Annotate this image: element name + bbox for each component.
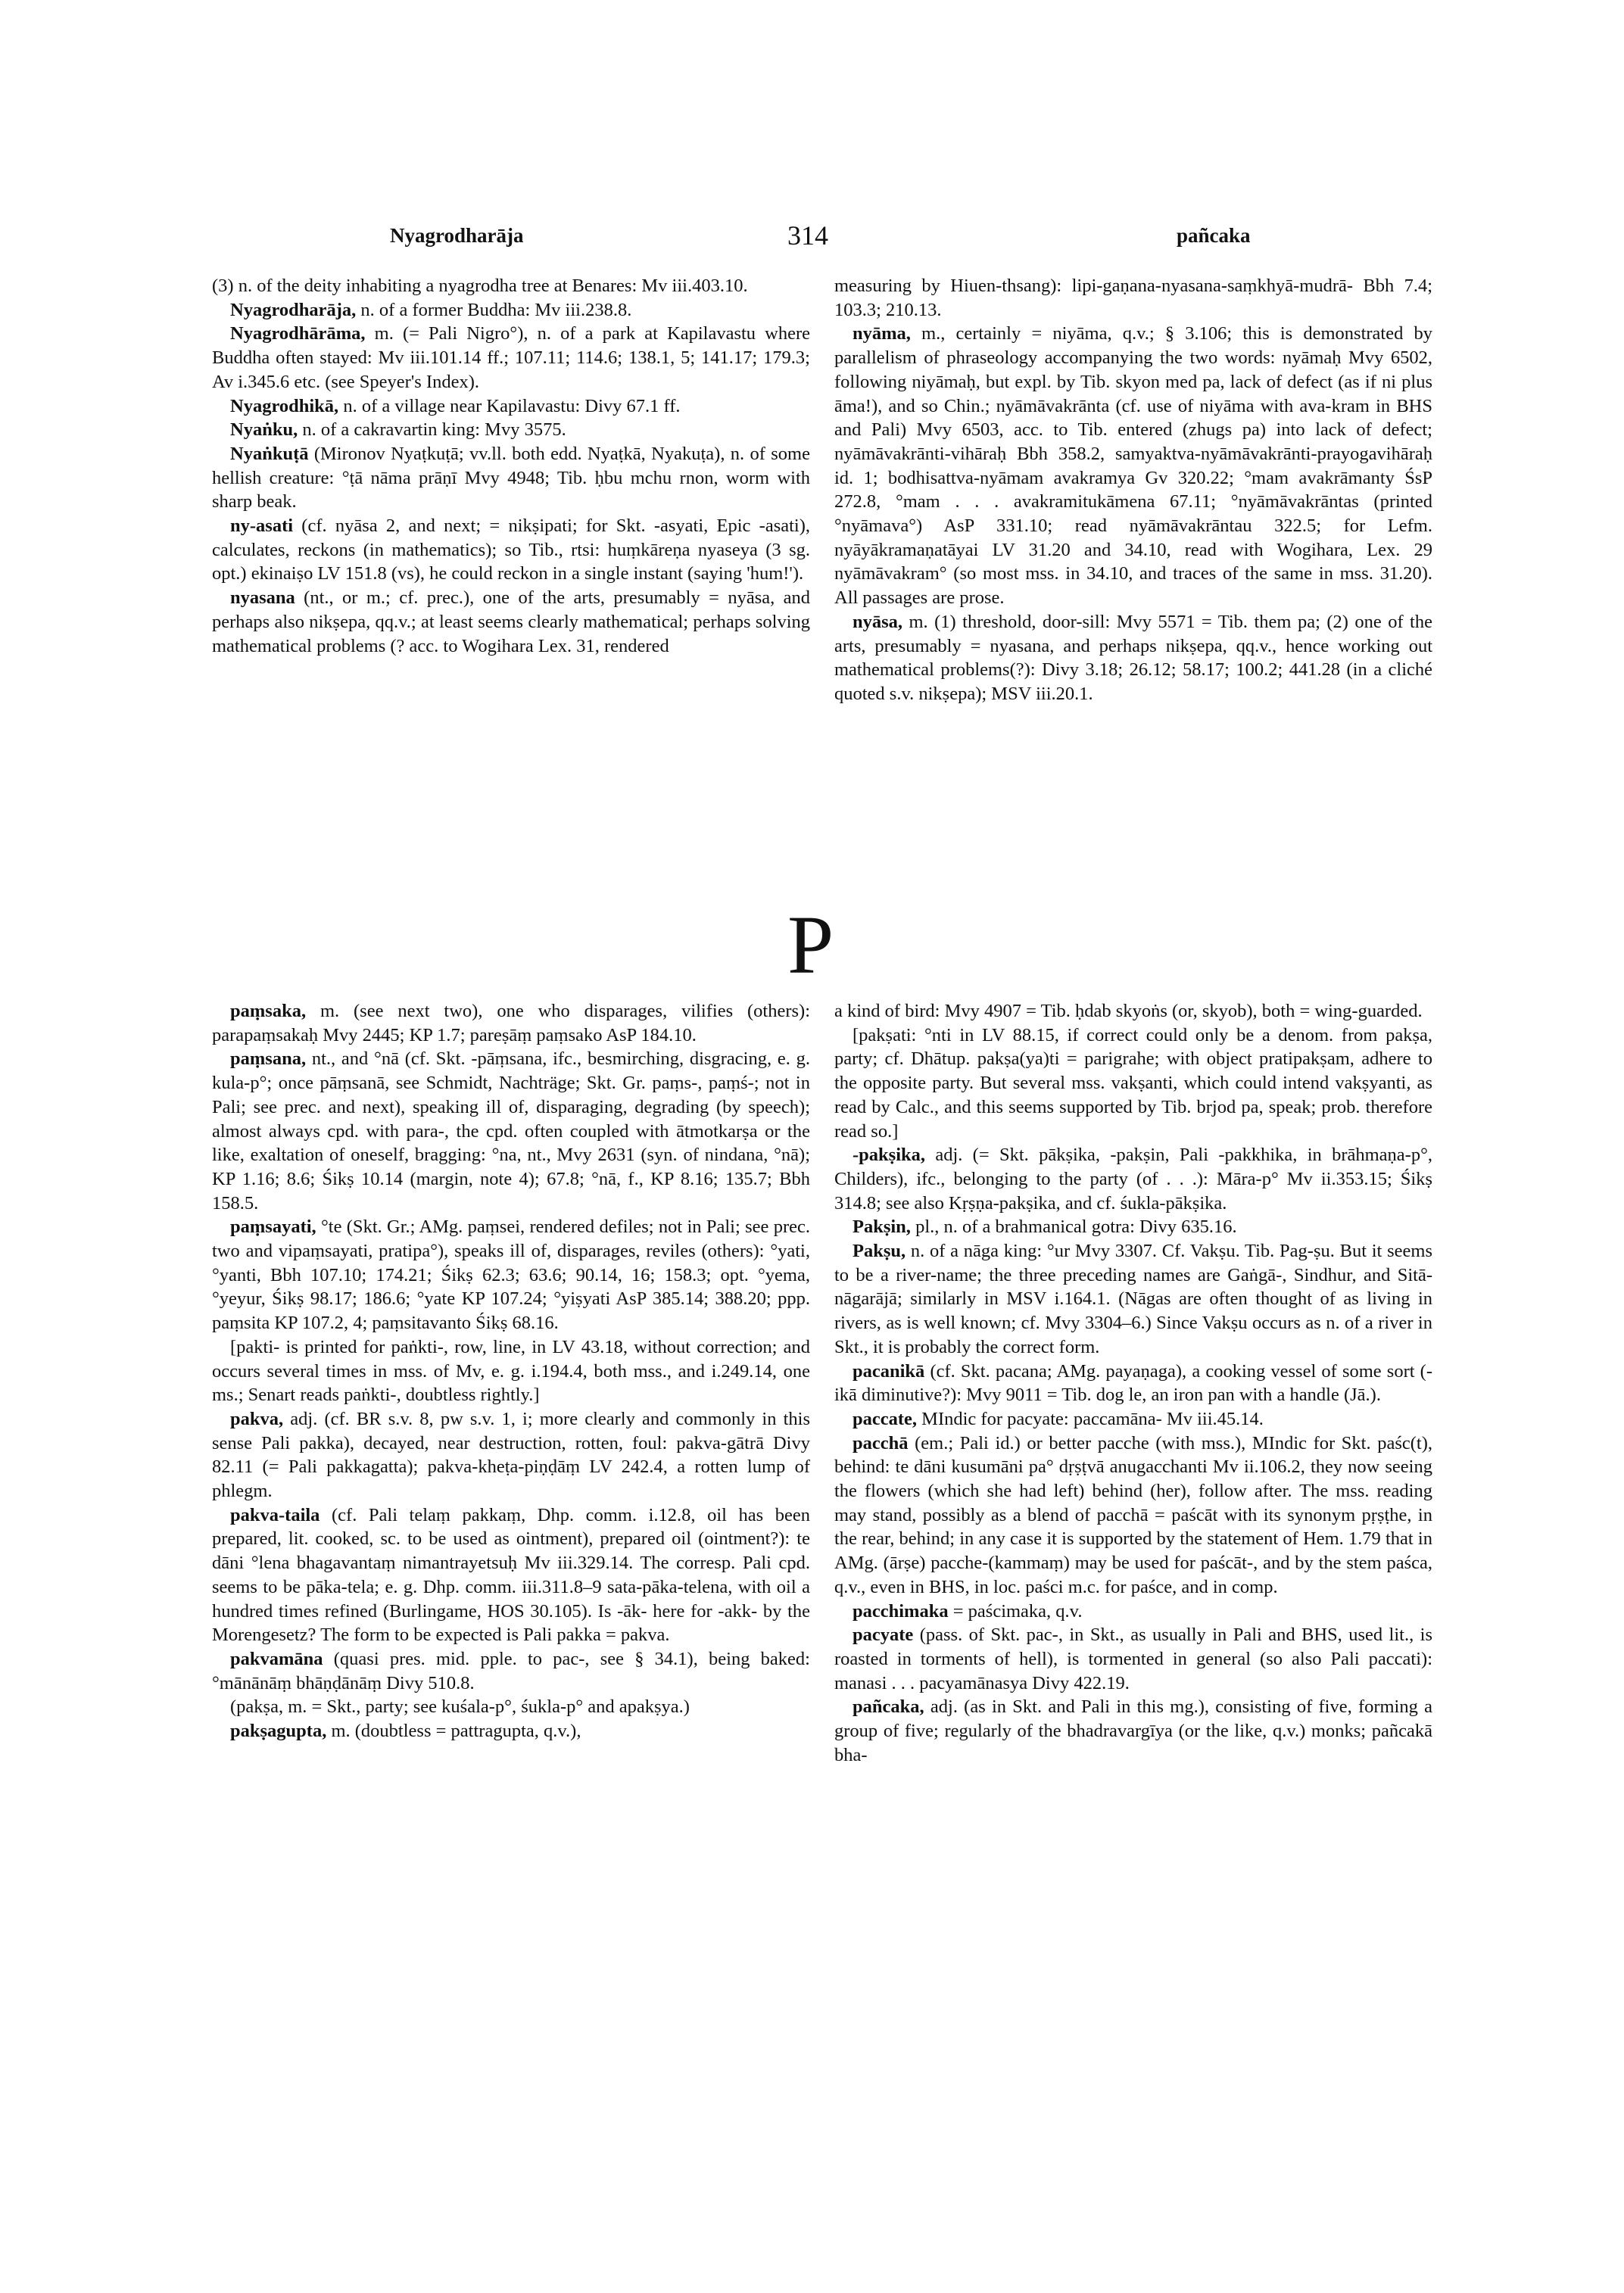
dictionary-entry [834,1143,1432,1215]
entry-headword: Nyaṅkuṭā [230,443,309,464]
entry-text: m., certainly = niyāma, q.v.; § 3.106; this is demonstrated by parallelism of phraseology accompanying the two words: nyāmaḥ Mvy 6502, following niyāmaḥ, but expl. by Tib. skyon med pa, lack of defect (as if ni plus āma!), and so Chin.; nyāmāvakrānta (cf. use of niyāma with ava-kram in BHS and Pali) Mvy 6503, acc. to Tib. entered (zhugs pa) into lack of defect; nyāmāvakrānti-vihāraḥ Bbh 358.2, samyaktva-nyāmāvakrānti-prayogavihāraḥ id. 1; bodhisattva-nyāmam avakramya Gv 320.22; °mam avakrāmanty ŚsP 272.8, °mam . . . avakramitukāmena 67.11; °nyāmāvakrāntas (printed °nyāmava°) AsP 331.10; read nyāmāvakrāntau 322.5; for Lefm. nyāyākramaṇatāyai LV 31.20 and 34.10, read with Wogihara, Lex. 29 nyāmāvakram° (so most mss. in 34.10, and traces of the same in mss. 31.20). All passages are prose. [834,323,1432,609]
entry-text: n. of a village near Kapilavastu: Divy 67.1 ff. [338,395,681,416]
column-bottom-left [212,999,810,1743]
dictionary-entry [212,394,810,419]
entry-text: (Mironov Nyaṭkuṭā; vv.ll. both edd. Nyaṭkā, Nyakuṭa), n. of some hellish creature: °ṭā nāma prāṇī Mvy 4948; Tib. ḥbu mchu rnon, worm with sharp beak. [212,443,810,512]
dictionary-entry [212,999,810,1047]
dictionary-entry [834,1239,1432,1360]
column-bottom-right [834,999,1432,1768]
entry-text: m. (1) threshold, door-sill: Mvy 5571 = Tib. them pa; (2) one of the arts, presumably = nyasana, and perhaps nikṣepa, qq.v., hence working out mathematical problems(?): Divy 3.18; 26.12; 58.17; 100.2; 441.28 (in a cliché quoted s.v. nikṣepa); MSV iii.20.1. [834,611,1432,704]
running-head-right: pañcaka [1177,224,1251,247]
entry-headword: Pakṣu, [853,1241,906,1262]
entry-text: a kind of bird: Mvy 4907 = Tib. ḥdab skyoṅs (or, skyob), both = wing-guarded. [834,1001,1423,1021]
entry-headword: Pakṣin, [853,1217,911,1238]
page-number: 314 [787,220,828,251]
entry-headword: paṃsayati, [230,1217,316,1238]
entry-text: [pakti- is printed for paṅkti-, row, line, in LV 43.18, without correction; and occurs several times in mss. of Mv, e. g. i.194.4, both mss., and i.249.14, one ms.; Senart reads paṅkti-, doubtless rightly.] [212,1336,810,1406]
entry-text: (cf. nyāsa 2, and next; = nikṣipati; for Skt. -asyati, Epic -asati), calculates, reckons (in mathematics); so Tib., rtsi: huṃkāreṇa nyaseya (3 sg. opt.) ekinaiṣo LV 151.8 (vs), he could reckon in a single instant (saying 'hum!'). [212,516,810,584]
entry-headword: Nyagrodharāja, [230,299,357,320]
entry-headword: paccate, [853,1408,918,1429]
entry-headword: pacchā [853,1432,909,1453]
entry-text: adj. (as in Skt. and Pali in this mg.), consisting of five, forming a group of five; regularly of the bhadravargīya (or the like, q.v.) monks; pañcakā bha- [834,1696,1432,1765]
entry-headword: nyāsa, [853,611,903,632]
entry-text: m. (see next two), one who disparages, vilifies (others): parapaṃsakaḥ Mvy 2445; KP 1.7; pareṣāṃ paṃsako AsP 184.10. [212,1001,810,1045]
entry-headword: Nyagrodhikā, [230,395,339,416]
entry-headword: Nyaṅku, [230,419,298,441]
entry-text: nt., and °nā (cf. Skt. -pāṃsana, ifc., besmirching, disgracing, e. g. kula-p°; once pāṃsanā, see Schmidt, Nachträge; Skt. Gr. paṃs-, paṃś-; not in Pali; see prec. and next), speaking ill of, disparaging, degrading (by speech); almost always cpd. with para-, the cpd. often coupled with ātmotkarṣa or the like, exaltation of oneself, bragging: °na, nt., Mvy 2631 (syn. of nindana, °nā); KP 1.16; 8.6; Śikṣ 10.14 (margin, note 4); 67.8; °nā, f., KP 8.16; 135.7; Bbh 158.5. [212,1048,810,1213]
entry-text: (nt., or m.; cf. prec.), one of the arts, presumably = nyāsa, and perhaps also nikṣepa, qq.v.; at least seems clearly mathematical; perhaps solving mathematical problems (? acc. to Wogihara Lex. 31, rendered [212,587,810,656]
entry-headword: pakva-taila [230,1504,320,1525]
entry-text: adj. (= Skt. pākṣika, -pakṣin, Pali -pakkhika, in brāhmaṇa-p°, Childers), ifc., belonging to the party (of . . .): Māra-p° Mv ii.353.15; Śikṣ 314.8; see also Kṛṣṇa-pakṣika, and cf. śukla-pākṣika. [834,1145,1432,1213]
entry-text: n. of a former Buddha: Mv iii.238.8. [356,299,632,320]
entry-text: (em.; Pali id.) or better pacche (with mss.), MIndic for Skt. paśc(t), behind: te dāni kusumāni pa° dṛṣṭvā anugacchanti Mv ii.106.2, they now seeing the flowers (which she had left) behind (her), follow after. The mss. reading may stand, possibly as a blend of pacchā = paścāt with its synonym pṛṣṭhe, in the rear, behind; in any case it is supported by the statement of Hem. 1.79 that in AMg. (ārṣe) pacche-(kammaṃ) may be used for paścāt-, and by the stem paśca, q.v., even in BHS, in loc. paści m.c. for paśce, and in comp. [834,1432,1432,1597]
dictionary-entry [834,274,1432,322]
dictionary-entry [212,1647,810,1695]
dictionary-entry [212,514,810,586]
dictionary-entry [212,442,810,514]
dictionary-entry [834,1623,1432,1695]
entry-text: °te (Skt. Gr.; AMg. paṃsei, rendered defiles; not in Pali; see prec. two and vipaṃsayati, pratipa°), speaks ill of, disparages, reviles (others): °yati, °yanti, Bbh 107.10; 174.21; Śikṣ 62.3; 63.6; 90.14, 16; 158.3; opt. °yema, °yeyur, Śikṣ 98.17; 186.6; °yate KP 107.24; °yiṣyati AsP 385.14; 388.20; ppp. paṃsita KP 107.2, 4; paṃsitavanto Śikṣ 68.16. [212,1217,810,1334]
entry-headword: pañcaka, [853,1696,924,1718]
entry-text: adj. (cf. BR s.v. 8, pw s.v. 1, i; more clearly and commonly in this sense Pali pakka), decayed, near destruction, rotten, foul: pakva-gātrā Divy 82.11 (= Pali pakkagatta); pakva-kheṭa-piṇḍāṃ LV 242.4, a rotten lump of phlegm. [212,1408,810,1502]
dictionary-entry [212,418,810,442]
entry-text: (3) n. of the deity inhabiting a nyagrodha tree at Benares: Mv iii.403.10. [212,276,748,296]
dictionary-entry [834,1407,1432,1432]
entry-text: = paścimaka, q.v. [948,1600,1083,1622]
entry-text: m. (doubtless = pattragupta, q.v.), [326,1721,581,1742]
entry-text: m. (= Pali Nigro°), n. of a park at Kapilavastu where Buddha often stayed: Mv iii.101.14 ff.; 107.11; 114.6; 138.1, 5; 141.17; 179.3; Av i.345.6 etc. (see Speyer's Index). [212,323,810,392]
dictionary-entry [834,1215,1432,1239]
entry-headword: Nyagrodhārāma, [230,323,366,344]
entry-text: pl., n. of a brahmanical gotra: Divy 635.16. [910,1217,1237,1238]
dictionary-entry [834,610,1432,706]
dictionary-entry [212,1695,810,1719]
entry-headword: pakvamāna [230,1648,323,1669]
entry-text: (cf. Pali telaṃ pakkaṃ, Dhp. comm. i.12.8, oil has been prepared, lit. cooked, sc. to be used as ointment), prepared oil (ointment?): te dāni °lena bhagavantaṃ nimantrayetsuḥ Mv iii.329.14. The corresp. Pali cpd. seems to be pāka-tela; e. g. Dhp. comm. iii.311.8–9 sata-pāka-telena, with oil a hundred times refined (Burlingame, HOS 30.105). Is -āk- here for -akk- by the Morengesetz? The form to be expected is Pali pakka = pakva. [212,1504,810,1646]
dictionary-entry [212,1215,810,1335]
entry-text: (pass. of Skt. pac-, in Skt., as usually in Pali and BHS, used lit., is roasted in torments of hell), is tormented in general (so also Pali paccati): manasi . . . pacyamānasya Divy 422.19. [834,1625,1432,1693]
entry-headword: pacanikā [853,1360,925,1382]
dictionary-entry [212,298,810,322]
entry-headword: paṃsana, [230,1048,307,1070]
column-top-left [212,274,810,658]
dictionary-entry [834,1432,1432,1600]
entry-headword: pacchimaka [853,1600,949,1622]
dictionary-entry [212,1407,810,1503]
dictionary-entry [834,1695,1432,1767]
entry-headword: pakva, [230,1408,284,1429]
entry-headword: paṃsaka, [230,1001,307,1021]
dictionary-entry [212,274,810,298]
dictionary-entry [212,586,810,658]
column-top-right [834,274,1432,706]
entry-text: MIndic for pacyate: paccamāna- Mv iii.45.14. [917,1408,1264,1429]
dictionary-entry [212,1503,810,1647]
entry-headword: -pakṣika, [853,1145,926,1166]
dictionary-entry [212,1335,810,1407]
section-letter: P [787,899,834,991]
entry-text: n. of a cakravartin king: Mvy 3575. [298,419,566,441]
entry-text: n. of a nāga king: °ur Mvy 3307. Cf. Vakṣu. Tib. Pag-ṣu. But it seems to be a river-name; the three preceding names are Gaṅgā-, Sindhur, and Sitā-nāgarājā; similarly in MSV i.164.1. (Nāgas are often thought of as living in rivers, as is well known; cf. Mvy 3304–6.) Since Vakṣu occurs as n. of a river in Skt., it is probably the correct form. [834,1241,1432,1357]
running-head-left: Nyagrodharāja [390,224,524,247]
entry-headword: nyāma, [853,323,911,344]
dictionary-entry [834,999,1432,1023]
entry-headword: pakṣagupta, [230,1721,327,1742]
entry-headword: pacyate [853,1625,914,1646]
entry-text: (pakṣa, m. = Skt., party; see kuśala-p°, śukla-p° and apakṣya.) [230,1696,690,1718]
dictionary-entry [212,1047,810,1215]
dictionary-entry [834,1360,1432,1407]
entry-text: measuring by Hiuen-thsang): lipi-gaṇana-nyasana-saṃkhyā-mudrā- Bbh 7.4; 103.3; 210.13. [834,276,1432,320]
entry-text: (quasi pres. mid. pple. to pac-, see § 34.1), being baked: °mānānāṃ bhāṇḍānāṃ Divy 510.8. [212,1648,810,1693]
entry-headword: nyasana [230,587,295,609]
dictionary-entry [834,322,1432,609]
entry-text: (cf. Skt. pacana; AMg. payaṇaga), a cooking vessel of some sort (-ikā diminutive?): Mvy 9011 = Tib. dog le, an iron pan with a handle (Jā.). [834,1360,1432,1406]
dictionary-entry [212,1719,810,1743]
entry-headword: ny-asati [230,516,294,537]
dictionary-entry [834,1023,1432,1144]
entry-text: [pakṣati: °nti in LV 88.15, if correct could only be a denom. from pakṣa, party; cf. Dhātup. pakṣa(ya)ti = parigrahe; with object pratipakṣam, adhere to the opposite party. But several mss. vakṣanti, which could intend vakṣyanti, as read by Calc., and this seems supported by Tib. brjod pa, speak; prob. therefore read so.] [834,1024,1432,1142]
dictionary-entry [212,322,810,394]
dictionary-entry [834,1600,1432,1624]
